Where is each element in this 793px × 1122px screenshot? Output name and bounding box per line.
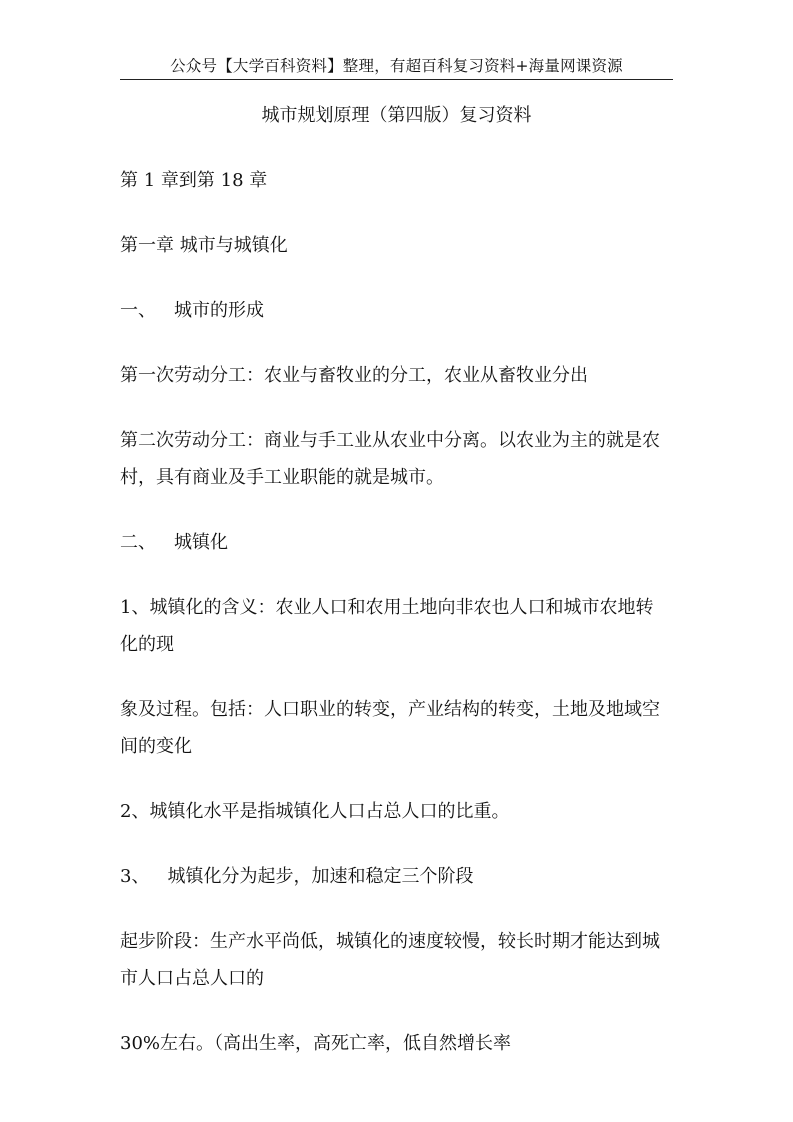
page-header: 公众号【大学百科资料】整理，有超百科复习资料+海量网课资源 (170, 57, 623, 75)
paragraph-line: 象及过程。包括：人口职业的转变，产业结构的转变，土地及地域空 (120, 699, 660, 720)
item-number: 3、 (120, 866, 150, 887)
section-title: 城镇化 (174, 532, 228, 553)
chapter-range: 第 1 章到第 18 章 (120, 170, 268, 191)
paragraph-urbanization-stages (120, 858, 676, 895)
chapter-heading: 第一章 城市与城镇化 (120, 235, 288, 256)
paragraph-stage-percentage: 30%左右。（高出生率，高死亡率，低自然增长率 (120, 1033, 512, 1054)
paragraph-line: 村，具有商业及手工业职能的就是城市。 (120, 467, 444, 488)
paragraph-line: 市人口占总人口的 (120, 968, 264, 989)
paragraph-line: 1、城镇化的含义：农业人口和农用土地向非农也人口和城市农地转 (120, 597, 654, 618)
paragraph-urbanization-level: 2、城镇化水平是指城镇化人口占总人口的比重。 (120, 801, 510, 822)
paragraph-line: 第二次劳动分工：商业与手工业从农业中分离。以农业为主的就是农 (120, 430, 660, 451)
header-divider (120, 79, 673, 80)
paragraph-first-division: 第一次劳动分工：农业与畜牧业的分工，农业从畜牧业分出 (120, 365, 588, 386)
item-text: 城镇化分为起步，加速和稳定三个阶段 (167, 866, 474, 887)
paragraph-line: 起步阶段：生产水平尚低，城镇化的速度较慢，较长时期才能达到城 (120, 931, 660, 952)
section-number: 一、 (120, 300, 156, 321)
paragraph-line: 化的现 (120, 634, 174, 655)
section-number: 二、 (120, 532, 156, 553)
section-heading-city-formation (120, 292, 676, 329)
section-heading-urbanization (120, 524, 676, 561)
paragraph-urbanization-process (120, 691, 676, 765)
document-body (120, 162, 676, 1090)
document-title: 城市规划原理（第四版）复习资料 (261, 105, 532, 126)
paragraph-urbanization-definition (120, 589, 676, 663)
paragraph-line: 间的变化 (120, 736, 192, 757)
paragraph-second-division (120, 422, 676, 496)
paragraph-initial-stage (120, 923, 676, 997)
section-title: 城市的形成 (174, 300, 264, 321)
